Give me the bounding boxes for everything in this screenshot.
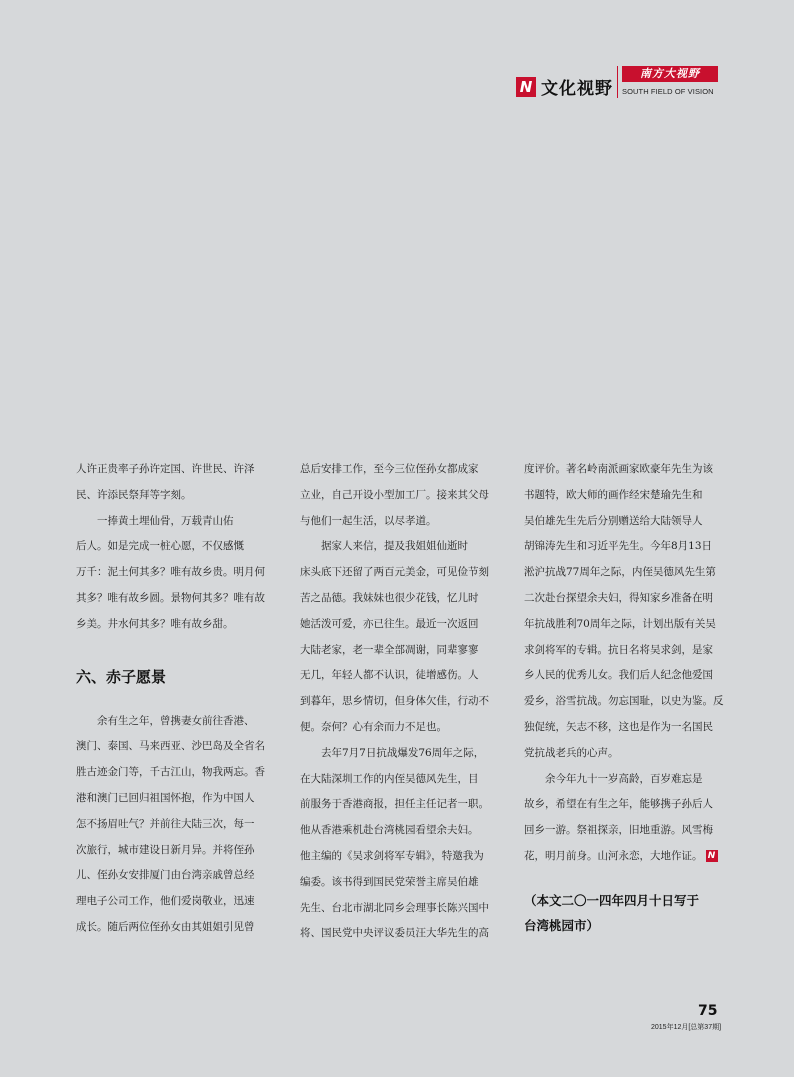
text-line: 在大陆深圳工作的内侄吴德风先生，目 xyxy=(300,772,479,785)
text-column-1 xyxy=(76,457,271,941)
text-line: 到暮年，思乡情切，但身体欠佳，行动不 xyxy=(300,695,489,708)
paragraph xyxy=(524,457,724,767)
paragraph xyxy=(76,457,271,509)
text-line: 港和澳门已回归祖国怀抱，作为中国人 xyxy=(76,791,255,804)
closing-note xyxy=(524,888,719,938)
text-line: 大陆老家，老一辈全部凋谢，同辈寥寥 xyxy=(300,643,479,656)
text-line: 床头底下还留了两百元美金，可见俭节刻 xyxy=(300,566,489,579)
text-line: 台湾桃园市） xyxy=(524,917,600,933)
text-line: 去年7月7日抗战爆发76周年之际， xyxy=(321,746,485,759)
text-line: 澳门、泰国、马来西亚、沙巴岛及全省名 xyxy=(76,740,265,753)
brand-name: 南方大视野 xyxy=(622,66,718,82)
text-line: 民、许添民祭拜等字刻。 xyxy=(76,488,192,501)
text-line: 苦之品德。我妹妹也很少花钱，忆儿时 xyxy=(300,591,479,604)
text-line: 将、国民党中央评议委员汪大华先生的高 xyxy=(300,927,489,940)
text-line: 他从香港乘机赴台湾桃园看望余夫妇。 xyxy=(300,824,479,837)
text-line: 余有生之年，曾携妻女前往香港、 xyxy=(97,714,255,727)
header-section-label xyxy=(516,74,613,99)
paragraph xyxy=(76,709,271,941)
text-line: 回乡一游。祭祖探亲，旧地重游。风雪梅 xyxy=(524,824,713,837)
text-line: 度评价。著名岭南派画家欧豪年先生为该 xyxy=(524,463,713,475)
text-line: 与他们一起生活，以尽孝道。 xyxy=(300,514,437,527)
text-line: 二次赴台探望余夫妇，得知家乡准备在明 xyxy=(524,591,713,604)
text-line: （本文二〇一四年四月十日写于 xyxy=(524,892,700,908)
text-line: 前服务于香港商报，担任主任记者一职。 xyxy=(300,798,489,811)
text-line: 总后安排工作，至今三位侄孙女都成家 xyxy=(300,463,479,475)
text-line: 乡美。井水何其多？唯有故乡甜。 xyxy=(76,617,234,630)
paragraph xyxy=(300,457,495,534)
text-line: 人许正贵率子孙许定国、许世民、许泽 xyxy=(76,463,255,475)
paragraph xyxy=(524,767,719,870)
text-line: 她活泼可爱，亦已往生。最近一次返回 xyxy=(300,617,479,630)
text-line: 次旅行，城市建设日新月异。并将侄孙 xyxy=(76,843,255,856)
section-heading: 六、赤子愿景 xyxy=(76,667,167,686)
text-line: 胡锦涛先生和习近平先生。今年8月13日 xyxy=(524,540,713,553)
text-line: 其多？唯有故乡圆。景物何其多？唯有故 xyxy=(76,591,265,604)
text-line: 儿、侄孙女安排厦门由台湾亲戚曾总经 xyxy=(76,869,255,882)
text-line: 理电子公司工作，他们爱岗敬业，迅速 xyxy=(76,895,255,908)
text-line: 书题特，欧大师的画作经宋楚瑜先生和 xyxy=(524,488,703,501)
text-line: 独促统，矢志不移，这也是作为一名国民 xyxy=(524,720,713,733)
text-line: 编委。该书得到国民党荣誉主席吴伯雄 xyxy=(300,875,479,888)
text-line: 无几，年轻人都不认识，徒增感伤。人 xyxy=(300,669,479,682)
text-line: 年抗战胜利70周年之际，计划出版有关吴 xyxy=(524,617,716,630)
paragraph xyxy=(76,509,271,638)
text-line: 淞沪抗战77周年之际，内侄吴德风先生第 xyxy=(524,566,716,579)
text-line: 先生、台北市湖北同乡会理事长陈兴国中 xyxy=(300,901,489,914)
text-line: 后人。如是完成一桩心愿，不仅感慨 xyxy=(76,540,244,553)
text-line: 便。奈何？心有余而力不足也。 xyxy=(300,720,447,733)
section-title: 文化视野 xyxy=(541,79,613,99)
header-divider xyxy=(617,66,618,98)
text-line: 余今年九十一岁高龄，百岁难忘是 xyxy=(545,772,703,785)
text-line: 党抗战老兵的心声。 xyxy=(524,746,619,759)
issue-info: 2015年12月[总第37期] xyxy=(651,1024,722,1031)
paragraph xyxy=(300,534,495,740)
text-line: 万千：泥土何其多？唯有故乡贵。明月何 xyxy=(76,566,265,579)
text-line: 他主编的《吴求剑将军专辑》，特邀我为 xyxy=(300,849,484,862)
paragraph xyxy=(300,741,495,947)
text-line: 求剑将军的专辑。抗日名将吴求剑，是家 xyxy=(524,643,713,656)
page-number: 75 xyxy=(698,1003,718,1019)
text-line: 胜古迹金门等，千古江山，物我两忘。香 xyxy=(76,766,265,779)
text-line: 乡人民的优秀儿女。我们后人纪念他爱国 xyxy=(524,669,713,682)
brand-block xyxy=(622,66,718,96)
magazine-logo-icon: N xyxy=(516,77,536,97)
text-column-2 xyxy=(300,457,495,947)
text-line: 故乡，希望在有生之年，能够携子孙后人 xyxy=(524,798,713,811)
text-column-3 xyxy=(524,457,724,938)
text-line: 爱乡，浴雪抗战。勿忘国耻，以史为鉴。反 xyxy=(524,695,724,708)
text-line xyxy=(524,844,719,870)
text-fragment: 花，明月前身。山河永恋，大地作证。 xyxy=(524,849,703,862)
text-line: 怎不扬眉吐气？并前往大陆三次，每一 xyxy=(76,817,255,830)
text-line: 据家人来信，提及我姐姐仙逝时 xyxy=(321,540,468,553)
text-line: 吴伯雄先生先后分别赠送给大陆领导人 xyxy=(524,514,703,527)
text-line: 一捧黄土埋仙骨，万载青山佑 xyxy=(97,514,234,527)
text-line: 成长。随后两位侄孙女由其姐姐引见曾 xyxy=(76,920,255,933)
end-mark-icon: N xyxy=(706,850,718,862)
text-line: 立业，自己开设小型加工厂。接来其父母 xyxy=(300,488,489,501)
brand-subtitle: SOUTH FIELD OF VISION xyxy=(622,87,714,96)
